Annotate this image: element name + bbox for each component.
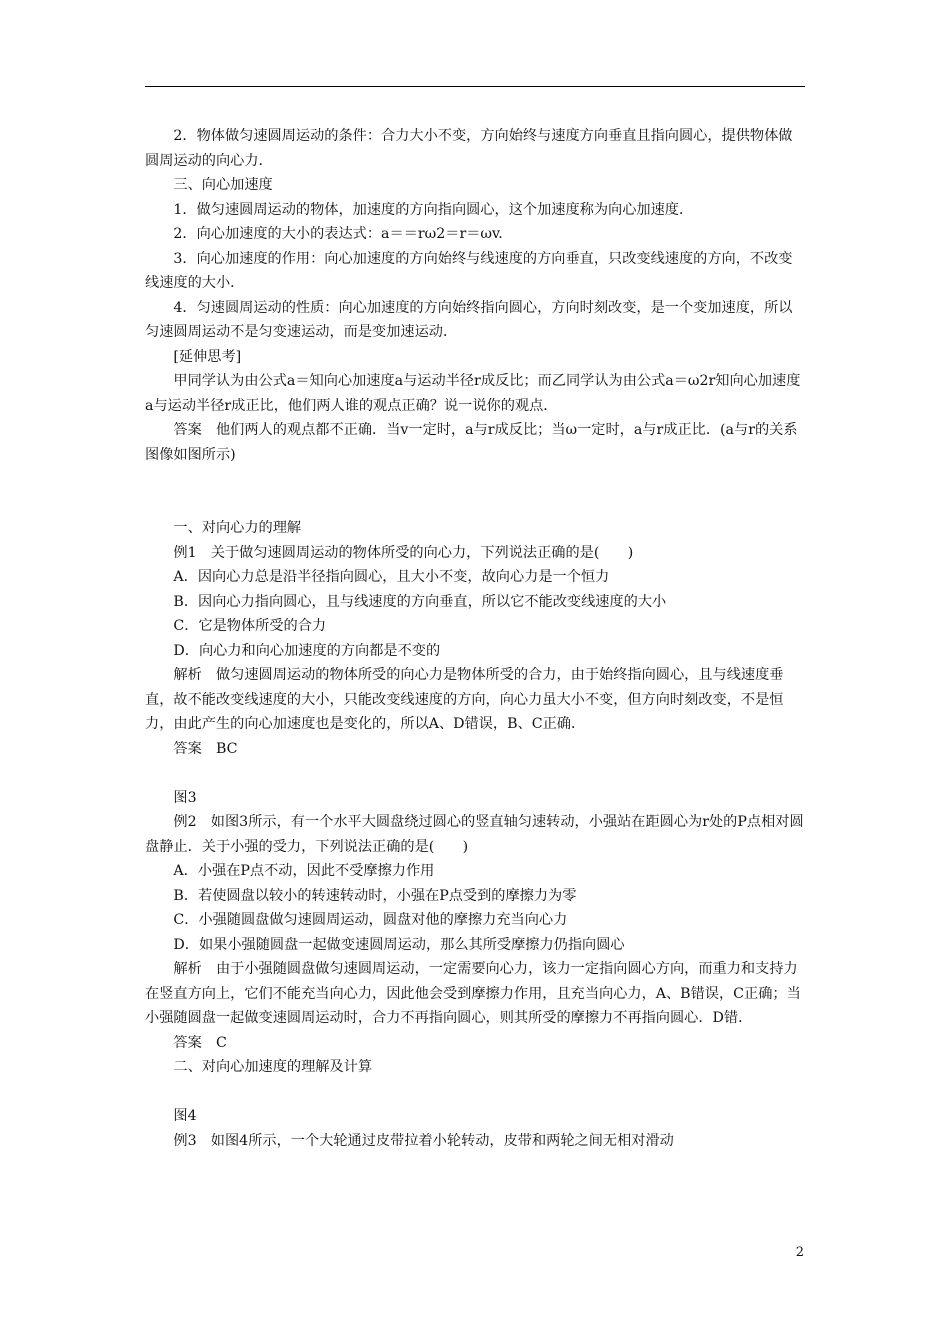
answer: 答案 C <box>173 1034 227 1051</box>
spacer <box>145 467 805 516</box>
figure-caption: 图3 <box>173 789 197 806</box>
paragraph: 1．做匀速圆周运动的物体，加速度的方向指向圆心，这个加速度称为向心加速度． <box>173 201 694 218</box>
option-b: B．若使圆盘以较小的转速转动时，小强在P点受到的摩擦力为零 <box>173 887 577 904</box>
answer: 答案 他们两人的观点都不正确．当v一定时，a与r成反比；当ω一定时，a与r成正比．(a与r的关系图像如图所示) <box>145 422 798 463</box>
section-heading: 二、对向心加速度的理解及计算 <box>173 1059 373 1075</box>
example-question: 例1 关于做匀速圆周运动的物体所受的向心力，下列说法正确的是( ) <box>173 544 634 561</box>
paragraph: 3．向心加速度的作用：向心加速度的方向始终与线速度的方向垂直，只改变线速度的方向，不改变线速度的大小． <box>145 250 793 291</box>
figure-caption: 图4 <box>173 1108 197 1124</box>
section-heading: 三、向心加速度 <box>173 177 273 193</box>
page-number: 2 <box>795 1245 804 1260</box>
example-question: 例2 如图3所示，有一个水平大圆盘绕过圆心的竖直轴匀速转动，小强站在距圆心为r处的P点相对圆盘静止．关于小强的受力，下列说法正确的是( ) <box>145 814 804 855</box>
extension-heading: [延伸思考] <box>173 348 242 365</box>
paragraph: 2．物体做匀速圆周运动的条件：合力大小不变，方向始终与速度方向垂直且指向圆心，提供物体做圆周运动的向心力． <box>145 128 793 169</box>
spacer <box>145 1080 805 1105</box>
analysis: 解析 做匀速圆周运动的物体所受的向心力是物体所受的合力，由于始终指向圆心，且与线速度垂直，故不能改变线速度的大小，只能改变线速度的方向，向心力虽大小不变，但方向时刻改变，不是恒力，由此产生的向心加速度也是变化的，所以A、D错误，B、C正确． <box>145 667 784 732</box>
option-c: C．它是物体所受的合力 <box>173 618 327 634</box>
analysis: 解析 由于小强随圆盘做匀速圆周运动，一定需要向心力，该力一定指向圆心方向，而重力和支持力在竖直方向上，它们不能充当向心力，因此他会受到摩擦力作用，且充当向心力，A、B错误，C正确；当小强随圆盘一起做变速圆周运动时，合力不再指向圆心，则其所受的摩擦力不再指向圆心．D错． <box>145 961 801 1026</box>
answer: 答案 BC <box>173 740 238 757</box>
option-a: A．小强在P点不动，因此不受摩擦力作用 <box>173 863 435 879</box>
spacer <box>145 761 805 786</box>
option-b: B．因向心力指向圆心，且与线速度的方向垂直，所以它不能改变线速度的大小 <box>173 593 667 610</box>
header-rule <box>145 86 805 87</box>
option-a: A．因向心力总是沿半径指向圆心，且大小不变，故向心力是一个恒力 <box>173 569 610 585</box>
example-question: 例3 如图4所示，一个大轮通过皮带拉着小轮转动，皮带和两轮之间无相对滑动 <box>173 1132 674 1149</box>
paragraph: 4．匀速圆周运动的性质：向心加速度的方向始终指向圆心，方向时刻改变，是一个变加速度，所以匀速圆周运动不是匀变速运动，而是变加速运动． <box>145 299 793 340</box>
section-heading: 一、对向心力的理解 <box>173 520 302 536</box>
option-d: D．如果小强随圆盘一起做变速圆周运动，那么其所受摩擦力仍指向圆心 <box>173 936 625 953</box>
option-d: D．向心力和向心加速度的方向都是不变的 <box>173 642 441 659</box>
paragraph: 2．向心加速度的大小的表达式：a＝＝rω2＝r＝ωv. <box>173 226 503 242</box>
option-c: C．小强随圆盘做匀速圆周运动，圆盘对他的摩擦力充当向心力 <box>173 912 568 928</box>
paragraph: 甲同学认为由公式a＝知向心加速度a与运动半径r成反比；而乙同学认为由公式a＝ω2r知向心加速度a与运动半径r成正比，他们两人谁的观点正确？说一说你的观点． <box>145 373 801 414</box>
document-body <box>145 124 805 1153</box>
